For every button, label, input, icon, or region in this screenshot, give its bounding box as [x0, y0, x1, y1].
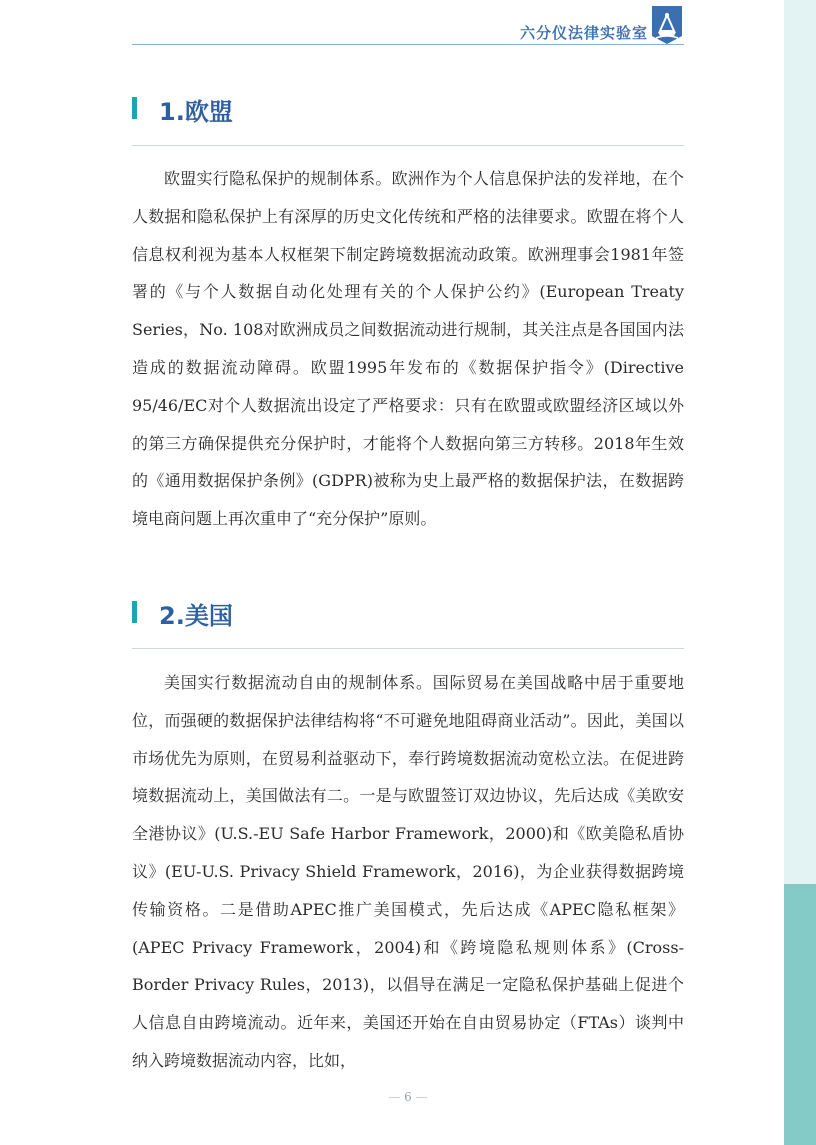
page-number-value: 6 [404, 1090, 412, 1104]
side-strip-light [784, 0, 816, 884]
sextant-logo-icon [650, 6, 684, 44]
page-number: — 6 — [388, 1090, 428, 1104]
section-body-eu: 欧盟实行隐私保护的规制体系。欧洲作为个人信息保护法的发祥地，在个人数据和隐私保护上有深厚的历史文化传统和严格的法律要求。欧盟在将个人信息权利视为基本人权框架下制定跨境数据流动政策。欧洲理事会1981年签署的《与个人数据自动化处理有关的个人保护公约》(European Treaty Series，No. 108对欧洲成员之间数据流动进行规制，其关注点是各国国内法造成的数据流动障碍。欧盟1995年发布的《数据保护指令》(Directive 95/46/EC对个人数据流出设定了严格要求：只有在欧盟或欧盟经济区域以外的第三方确保提供充分保护时，才能将个人数据向第三方转移。2018年生效的《通用数据保护条例》(GDPR)被称为史上最严格的数据保护法，在数据跨境电商问题上再次重申了“充分保护”原则。 [132, 169, 684, 529]
section-title: 1.欧盟 [159, 98, 233, 126]
heading-accent-bar [132, 601, 137, 623]
section-divider [132, 145, 684, 146]
header-title: 六分仪法律实验室 [519, 24, 648, 42]
header-divider [132, 44, 684, 45]
section-heading-eu [132, 94, 692, 124]
section-heading-us [132, 598, 692, 628]
section-divider [132, 648, 684, 649]
section-body-us: 美国实行数据流动自由的规制体系。国际贸易在美国战略中居于重要地位，而强硬的数据保护法律结构将“不可避免地阻碍商业活动”。因此，美国以市场优先为原则，在贸易利益驱动下，奉行跨境数据流动宽松立法。在促进跨境数据流动上，美国做法有二。一是与欧盟签订双边协议，先后达成《美欧安全港协议》(U.S.-EU Safe Harbor Framework，2000)和《欧美隐私盾协议》(EU-U.S. Privacy Shield Framework，2016)，为企业获得数据跨境传输资格。二是借助APEC推广美国模式，先后达成《APEC隐私框架》(APEC Privacy Framework，2004)和《跨境隐私规则体系》(Cross-Border Privacy Rules，2013)，以倡导在满足一定隐私保护基础上促进个人信息自由跨境流动。近年来，美国还开始在自由贸易协定（FTAs）谈判中纳入跨境数据流动内容，比如， [132, 673, 684, 1070]
heading-accent-bar [132, 97, 137, 119]
section-title: 2.美国 [159, 602, 233, 630]
side-strip-dark [784, 884, 816, 1145]
